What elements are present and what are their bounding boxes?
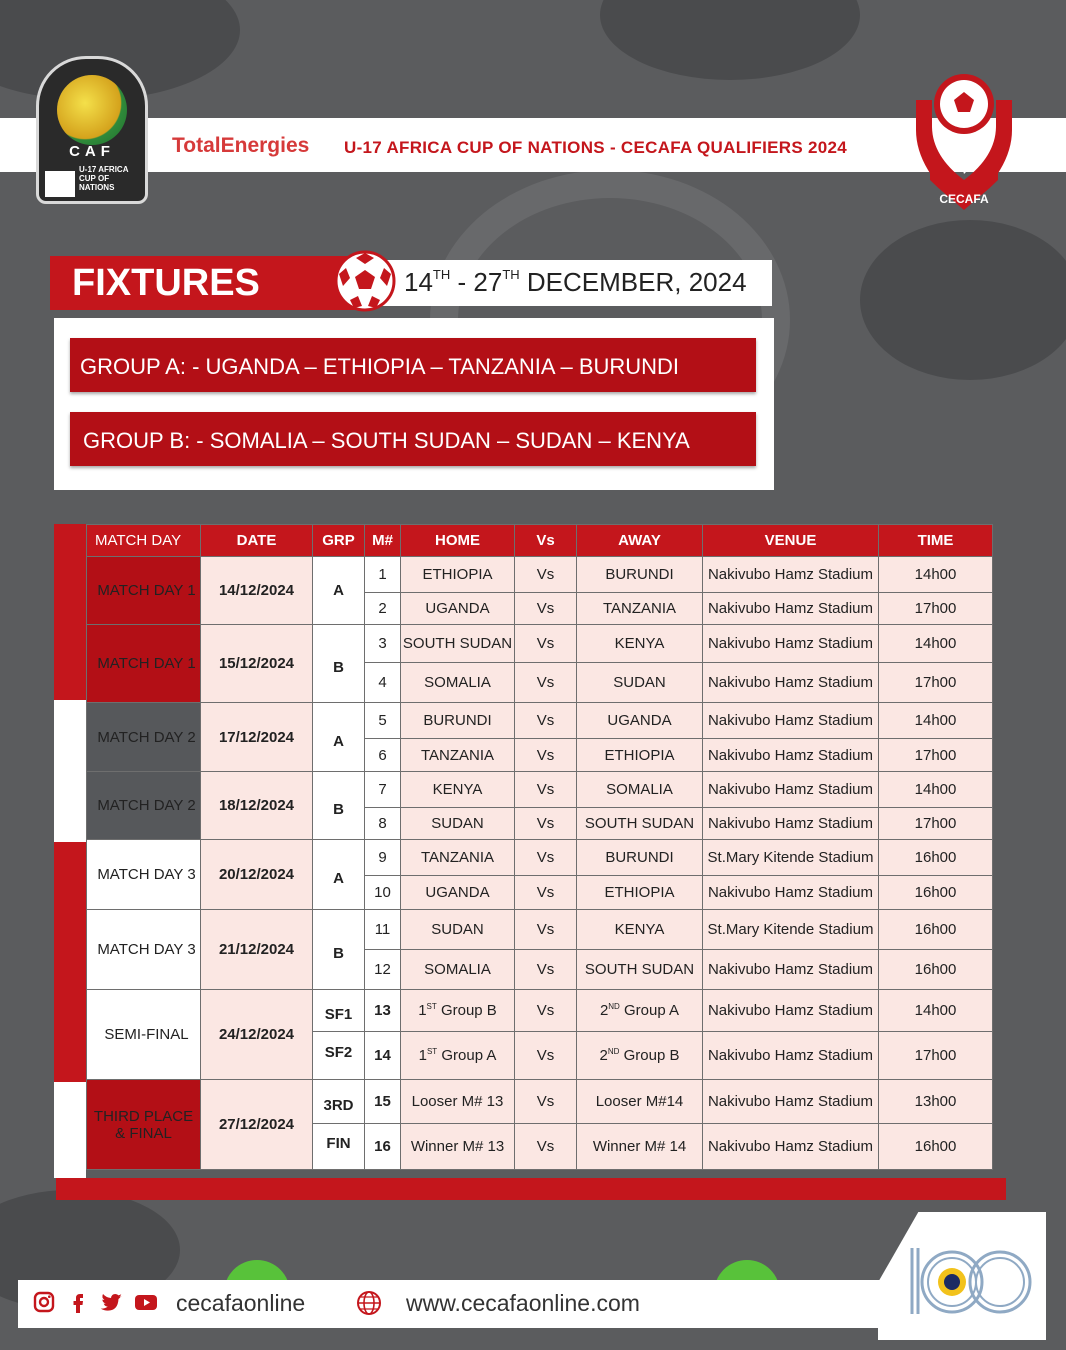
kickoff-time: 14h00 — [879, 557, 993, 593]
kickoff-time: 14h00 — [879, 990, 993, 1032]
table-row — [87, 910, 993, 950]
match-date: 21/12/2024 — [201, 910, 313, 990]
match-group: A — [313, 557, 365, 625]
date-end-suffix: TH — [502, 267, 520, 282]
home-team: TANZANIA — [401, 840, 515, 876]
home-group: Group B — [440, 1002, 497, 1019]
groups-panel — [54, 318, 774, 490]
match-day-label-line2: & FINAL — [115, 1124, 172, 1142]
match-number: 9 — [365, 840, 401, 876]
venue: Nakivubo Hamz Stadium — [703, 990, 879, 1032]
match-number: 10 — [365, 876, 401, 910]
venue: St.Mary Kitende Stadium — [703, 910, 879, 950]
vs-label: Vs — [515, 1080, 577, 1124]
home-team: Winner M# 13 — [401, 1124, 515, 1170]
home-rank: 1 — [418, 1002, 427, 1019]
header-match-no: M# — [365, 525, 401, 557]
table-bottom-bar — [56, 1178, 1006, 1200]
kickoff-time: 17h00 — [879, 593, 993, 625]
kickoff-time: 16h00 — [879, 840, 993, 876]
venue: Nakivubo Hamz Stadium — [703, 739, 879, 772]
match-number: 3 — [365, 625, 401, 663]
football-icon — [334, 250, 396, 312]
table-header-row — [87, 525, 993, 557]
kickoff-time: 14h00 — [879, 625, 993, 663]
background-shape — [600, 0, 860, 80]
match-number: 4 — [365, 663, 401, 703]
away-team — [577, 1032, 703, 1080]
kickoff-time: 17h00 — [879, 663, 993, 703]
home-team: ETHIOPIA — [401, 557, 515, 593]
venue: Nakivubo Hamz Stadium — [703, 625, 879, 663]
tournament-title: U-17 AFRICA CUP OF NATIONS - CECAFA QUALIFIERS 2024 — [344, 138, 848, 157]
header-home: HOME — [401, 525, 515, 557]
match-date: 27/12/2024 — [201, 1080, 313, 1170]
home-rank: 1 — [418, 1047, 427, 1064]
match-day-label — [87, 1080, 201, 1170]
date-start-day: 14 — [404, 267, 433, 297]
match-stage: FIN — [313, 1124, 365, 1170]
match-number: 2 — [365, 593, 401, 625]
away-group: Group B — [623, 1047, 680, 1064]
date-separator: - — [457, 267, 467, 297]
away-team: Looser M#14 — [577, 1080, 703, 1124]
away-team: TANZANIA — [577, 593, 703, 625]
africa-globe-icon — [57, 75, 127, 145]
match-day-label-line1: THIRD PLACE — [93, 1107, 194, 1125]
header-vs: Vs — [515, 525, 577, 557]
venue: St.Mary Kitende Stadium — [703, 840, 879, 876]
away-team: BURUNDI — [577, 840, 703, 876]
away-group: Group A — [624, 1002, 680, 1019]
match-group: B — [313, 910, 365, 990]
vs-label: Vs — [515, 910, 577, 950]
table-row — [87, 1080, 993, 1124]
table-row — [87, 625, 993, 663]
away-team: KENYA — [577, 910, 703, 950]
match-number: 16 — [365, 1124, 401, 1170]
vs-label: Vs — [515, 593, 577, 625]
venue: Nakivubo Hamz Stadium — [703, 1032, 879, 1080]
match-number: 15 — [365, 1080, 401, 1124]
match-date: 18/12/2024 — [201, 772, 313, 840]
cecafa-logo — [912, 70, 1016, 212]
vs-label: Vs — [515, 950, 577, 990]
away-rank: 2 — [599, 1047, 608, 1064]
header-venue: VENUE — [703, 525, 879, 557]
social-icons — [32, 1290, 158, 1314]
kickoff-time: 17h00 — [879, 808, 993, 840]
match-stage: SF2 — [313, 1032, 365, 1080]
away-team: ETHIOPIA — [577, 876, 703, 910]
header-match-day: MATCH DAY — [87, 525, 201, 557]
match-date: 15/12/2024 — [201, 625, 313, 703]
globe-icon — [356, 1290, 382, 1316]
facebook-icon[interactable] — [66, 1290, 90, 1314]
cecafa-logo-text: CECAFA — [939, 192, 989, 206]
away-team: KENYA — [577, 625, 703, 663]
table-row — [87, 840, 993, 876]
fixtures-date-range — [370, 260, 772, 306]
youtube-icon[interactable] — [134, 1290, 158, 1314]
kickoff-time: 17h00 — [879, 1032, 993, 1080]
fufa-100-logo-icon — [878, 1212, 1046, 1340]
vs-label: Vs — [515, 557, 577, 593]
venue: Nakivubo Hamz Stadium — [703, 808, 879, 840]
venue: Nakivubo Hamz Stadium — [703, 1124, 879, 1170]
away-team — [577, 990, 703, 1032]
brand-name: TotalEnergies — [172, 134, 310, 157]
twitter-icon[interactable] — [100, 1290, 124, 1314]
away-rank-suffix: ND — [607, 1047, 620, 1056]
kickoff-time: 17h00 — [879, 739, 993, 772]
match-day-label: MATCH DAY 3 — [87, 840, 201, 910]
caf-logo-badge — [45, 171, 75, 197]
match-day-label: MATCH DAY 1 — [87, 557, 201, 625]
away-rank-suffix: ND — [608, 1002, 620, 1011]
date-rest: DECEMBER, 2024 — [526, 267, 747, 297]
away-team: Winner M# 14 — [577, 1124, 703, 1170]
vs-label: Vs — [515, 663, 577, 703]
home-team — [401, 1032, 515, 1080]
kickoff-time: 16h00 — [879, 950, 993, 990]
home-team: UGANDA — [401, 876, 515, 910]
vs-label: Vs — [515, 772, 577, 808]
group-b-bar: GROUP B: - SOMALIA – SOUTH SUDAN – SUDAN – KENYA — [70, 412, 756, 466]
caf-logo — [36, 56, 148, 204]
match-stage: SF1 — [313, 990, 365, 1032]
match-number: 11 — [365, 910, 401, 950]
instagram-icon[interactable] — [32, 1290, 56, 1314]
fixtures-title: FIXTURES — [50, 256, 370, 310]
vs-label: Vs — [515, 840, 577, 876]
table-row — [87, 557, 993, 593]
match-date: 14/12/2024 — [201, 557, 313, 625]
kickoff-time: 14h00 — [879, 703, 993, 739]
match-stage: 3RD — [313, 1080, 365, 1124]
match-day-label: SEMI-FINAL — [87, 990, 201, 1080]
home-team: KENYA — [401, 772, 515, 808]
vs-label: Vs — [515, 739, 577, 772]
home-team: SOMALIA — [401, 950, 515, 990]
venue: Nakivubo Hamz Stadium — [703, 557, 879, 593]
match-number: 12 — [365, 950, 401, 990]
match-group: B — [313, 625, 365, 703]
venue: Nakivubo Hamz Stadium — [703, 772, 879, 808]
background-shape — [860, 220, 1066, 380]
home-team: BURUNDI — [401, 703, 515, 739]
away-team: ETHIOPIA — [577, 739, 703, 772]
social-handle[interactable]: cecafaonline — [176, 1290, 306, 1316]
table-row — [87, 772, 993, 808]
match-day-label: MATCH DAY 3 — [87, 910, 201, 990]
footer-bar — [18, 1280, 918, 1328]
match-number: 8 — [365, 808, 401, 840]
away-team: SOUTH SUDAN — [577, 950, 703, 990]
home-rank-suffix: ST — [426, 1002, 437, 1011]
away-team: SOMALIA — [577, 772, 703, 808]
home-team: SOUTH SUDAN — [401, 625, 515, 663]
home-team: SOMALIA — [401, 663, 515, 703]
vs-label: Vs — [515, 990, 577, 1032]
home-team: SUDAN — [401, 808, 515, 840]
match-number: 6 — [365, 739, 401, 772]
caf-logo-subtitle: U-17 AFRICA CUP OF NATIONS — [79, 165, 129, 192]
table-row — [87, 990, 993, 1032]
vs-label: Vs — [515, 625, 577, 663]
away-rank: 2 — [599, 1002, 609, 1019]
fixtures-table — [86, 524, 993, 1170]
venue: Nakivubo Hamz Stadium — [703, 1080, 879, 1124]
match-date: 24/12/2024 — [201, 990, 313, 1080]
vs-label: Vs — [515, 1124, 577, 1170]
venue: Nakivubo Hamz Stadium — [703, 950, 879, 990]
away-team: BURUNDI — [577, 557, 703, 593]
away-team: UGANDA — [577, 703, 703, 739]
kickoff-time: 16h00 — [879, 1124, 993, 1170]
website-link[interactable]: www.cecafaonline.com — [406, 1290, 640, 1316]
match-number: 5 — [365, 703, 401, 739]
home-group: Group A — [441, 1047, 497, 1064]
kickoff-time: 16h00 — [879, 910, 993, 950]
home-team: UGANDA — [401, 593, 515, 625]
date-end-day: 27 — [473, 267, 503, 297]
kickoff-time: 16h00 — [879, 876, 993, 910]
match-group: A — [313, 840, 365, 910]
match-day-label: MATCH DAY 2 — [87, 703, 201, 772]
match-number: 1 — [365, 557, 401, 593]
header-grp: GRP — [313, 525, 365, 557]
match-day-label: MATCH DAY 2 — [87, 772, 201, 840]
header-date: DATE — [201, 525, 313, 557]
home-team — [401, 990, 515, 1032]
match-day-label: MATCH DAY 1 — [87, 625, 201, 703]
venue: Nakivubo Hamz Stadium — [703, 663, 879, 703]
match-group: B — [313, 772, 365, 840]
home-team: SUDAN — [401, 910, 515, 950]
home-team: TANZANIA — [401, 739, 515, 772]
vs-label: Vs — [515, 703, 577, 739]
match-number: 14 — [365, 1032, 401, 1080]
match-group: A — [313, 703, 365, 772]
group-a-bar: GROUP A: - UGANDA – ETHIOPIA – TANZANIA – BURUNDI — [70, 338, 756, 392]
match-date: 20/12/2024 — [201, 840, 313, 910]
cecafa-shield-icon — [912, 70, 1016, 212]
match-date: 17/12/2024 — [201, 703, 313, 772]
vs-label: Vs — [515, 1032, 577, 1080]
vs-label: Vs — [515, 808, 577, 840]
home-team: Looser M# 13 — [401, 1080, 515, 1124]
vs-label: Vs — [515, 876, 577, 910]
fufa-100-badge — [878, 1212, 1046, 1340]
venue: Nakivubo Hamz Stadium — [703, 876, 879, 910]
away-team: SUDAN — [577, 663, 703, 703]
away-team: SOUTH SUDAN — [577, 808, 703, 840]
header-away: AWAY — [577, 525, 703, 557]
home-rank-suffix: ST — [426, 1047, 438, 1056]
venue: Nakivubo Hamz Stadium — [703, 703, 879, 739]
kickoff-time: 13h00 — [879, 1080, 993, 1124]
kickoff-time: 14h00 — [879, 772, 993, 808]
caf-logo-title: CAF — [69, 143, 115, 160]
table-side-stripe — [54, 524, 86, 1178]
match-number: 13 — [365, 990, 401, 1032]
venue: Nakivubo Hamz Stadium — [703, 593, 879, 625]
table-row — [87, 703, 993, 739]
header-time: TIME — [879, 525, 993, 557]
match-number: 7 — [365, 772, 401, 808]
date-start-suffix: TH — [432, 267, 451, 282]
